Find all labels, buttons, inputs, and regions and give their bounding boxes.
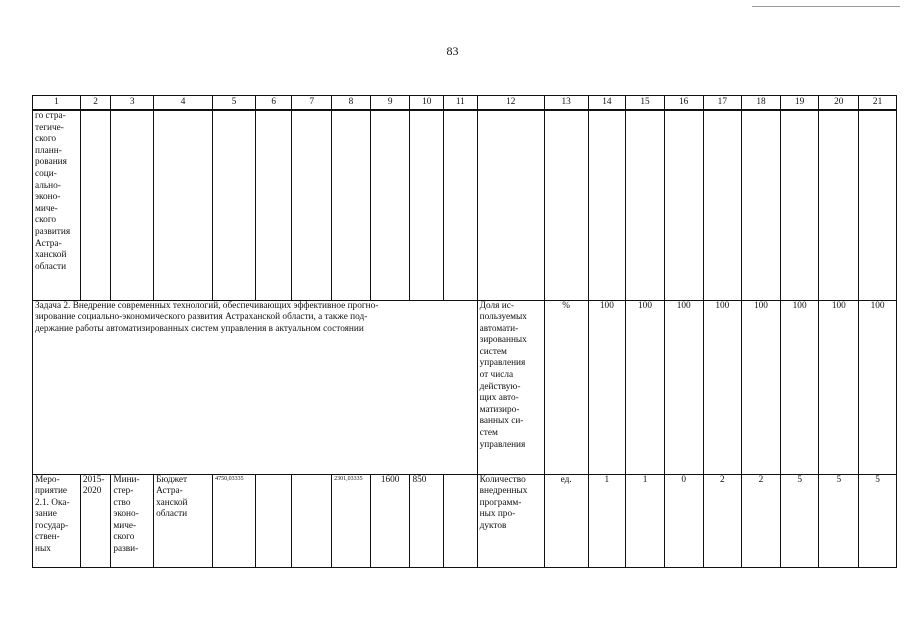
col-header: 20 (819, 96, 859, 111)
col-header: 14 (588, 96, 626, 111)
task-2-value: 100 (780, 300, 819, 474)
measure-unit: ед. (544, 474, 588, 567)
empty-cell (444, 110, 478, 300)
scan-artifact-line (752, 6, 900, 7)
empty-cell (292, 110, 332, 300)
measure-executor-cell: Мини- стер- ство эконо- миче- ского разви- (111, 474, 154, 567)
col-header: 17 (703, 96, 742, 111)
measure-value: 5 (780, 474, 819, 567)
col-header: 4 (154, 96, 213, 111)
task-2-value: 100 (859, 300, 897, 474)
measure-value: 1 (588, 474, 626, 567)
continued-row (33, 110, 897, 300)
measure-period-cell: 2015- 2020 (80, 474, 111, 567)
empty-cell (292, 474, 332, 567)
empty-cell (742, 110, 781, 300)
empty-cell (80, 110, 111, 300)
task-2-value: 100 (703, 300, 742, 474)
measure-name-cell: Меро- приятие 2.1. Ока- зание государ- ствен- ных (33, 474, 81, 567)
task-2-value: 100 (588, 300, 626, 474)
col-header: 5 (213, 96, 256, 111)
empty-cell (544, 110, 588, 300)
empty-cell (477, 110, 544, 300)
empty-cell (859, 110, 897, 300)
measure-value: 2 (742, 474, 781, 567)
measure-year-cell: 1600 (370, 474, 410, 567)
measure-value: 5 (859, 474, 897, 567)
col-header: 18 (742, 96, 781, 111)
empty-cell (588, 110, 626, 300)
col-header: 3 (111, 96, 154, 111)
empty-cell (154, 110, 213, 300)
col-header: 8 (332, 96, 371, 111)
empty-cell (780, 110, 819, 300)
measure-total-cell: 4750,03335 (213, 474, 256, 567)
empty-cell (664, 110, 703, 300)
empty-cell (213, 110, 256, 300)
col-header: 12 (477, 96, 544, 111)
col-header: 9 (370, 96, 410, 111)
task-2-unit: % (544, 300, 588, 474)
task-2-value: 100 (742, 300, 781, 474)
col-header: 7 (292, 96, 332, 111)
task-2-value: 100 (819, 300, 859, 474)
task-2-description: Задача 2. Внедрение современных технологий, обеспечивающих эффективное прогно- зирование социально-экономического развития Астраханской области, а также под- держание работы автоматизированных систем управления в актуальном состоянии (33, 300, 478, 474)
page-number: 83 (446, 44, 459, 58)
measure-value: 0 (664, 474, 703, 567)
empty-cell (444, 474, 478, 567)
empty-cell (410, 110, 444, 300)
col-header: 16 (664, 96, 703, 111)
measure-value: 5 (819, 474, 859, 567)
measure-indicator-name: Количество внедренных программ- ных про- дуктов (477, 474, 544, 567)
measure-year-cell: 850 (410, 474, 444, 567)
col-header: 19 (780, 96, 819, 111)
col-header: 10 (410, 96, 444, 111)
col-header: 6 (255, 96, 292, 111)
col-header: 15 (626, 96, 665, 111)
measure-year-cell: 2301,03335 (332, 474, 371, 567)
col-header: 13 (544, 96, 588, 111)
column-number-row (33, 96, 897, 111)
empty-cell (255, 110, 292, 300)
empty-cell (819, 110, 859, 300)
col-header: 21 (859, 96, 897, 111)
measure-value: 2 (703, 474, 742, 567)
col-header: 1 (33, 96, 81, 111)
empty-cell (703, 110, 742, 300)
measure-2-1-row (33, 474, 897, 567)
col-header: 11 (444, 96, 478, 111)
empty-cell (370, 110, 410, 300)
continued-col1-cell: го стра- тегиче- ского планн- рования соци- ально- эконо- миче- ского развития Астра- ханской области (33, 110, 81, 300)
measure-source-cell: Бюджет Астра- ханской области (154, 474, 213, 567)
empty-cell (626, 110, 665, 300)
empty-cell (332, 110, 371, 300)
task-2-value: 100 (664, 300, 703, 474)
empty-cell (255, 474, 292, 567)
task-2-indicator-name: Доля ис- пользуемых автомати- зированных систем управления от числа действую- щих авто- матизиро- ванных си- стем управления (477, 300, 544, 474)
task-2-value: 100 (626, 300, 665, 474)
measure-value: 1 (626, 474, 665, 567)
empty-cell (111, 110, 154, 300)
col-header: 2 (80, 96, 111, 111)
task-2-row (33, 300, 897, 474)
indicators-table (32, 95, 897, 568)
